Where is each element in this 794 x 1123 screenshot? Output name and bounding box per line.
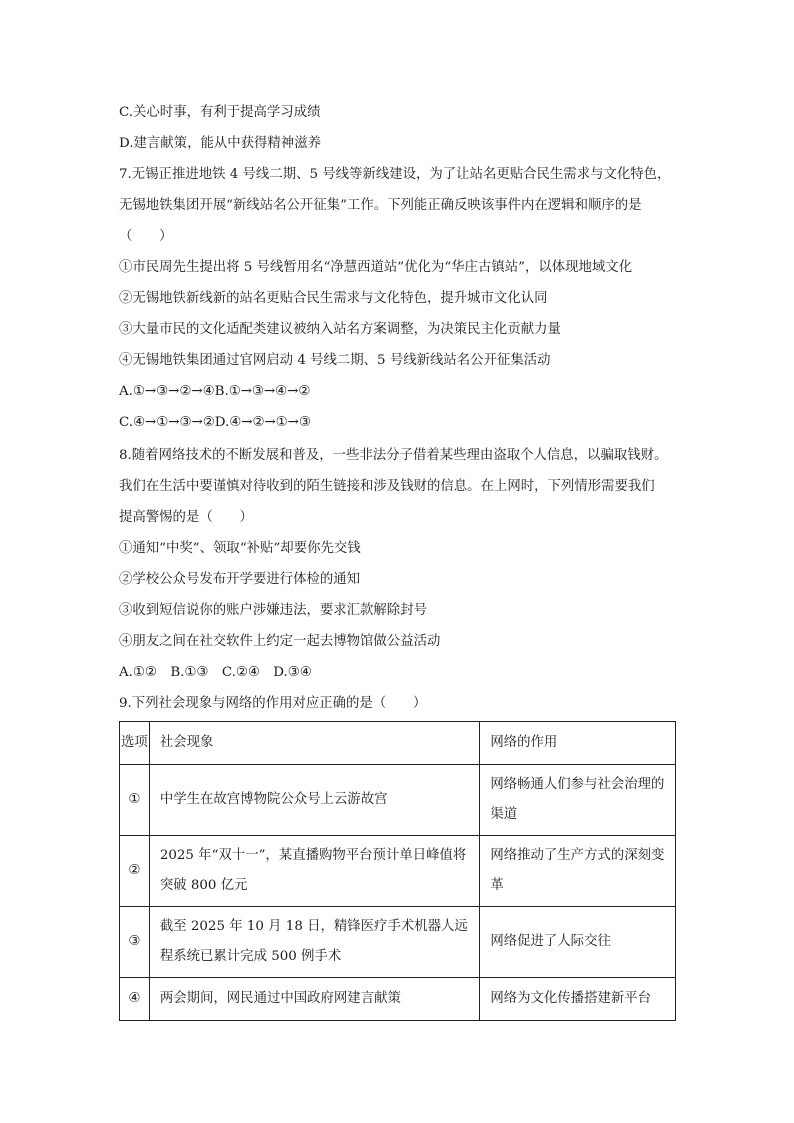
q7-stem-line-1: 7.无锡正推进地铁 4 号线二期、5 号线等新线建设，为了让站名更贴合民生需求与文化特色，	[119, 167, 671, 182]
row-option: ②	[120, 836, 150, 907]
table-row	[120, 836, 676, 907]
row-role: 网络促进了人际交往	[480, 907, 676, 978]
q8-statement-1: ①通知“中奖”、领取“补贴”却要你先交钱	[119, 541, 361, 556]
q7-statement-2: ②无锡地铁新线新的站名更贴合民生需求与文化特色，提升城市文化认同	[119, 291, 548, 306]
q8-statement-4: ④朋友之间在社交软件上约定一起去博物馆做公益活动	[119, 634, 441, 649]
q7-statement-4: ④无锡地铁集团通过官网启动 4 号线二期、5 号线新线站名公开征集活动	[119, 353, 551, 368]
q9-table	[119, 721, 676, 1021]
table-row	[120, 765, 676, 836]
row-option: ①	[120, 765, 150, 836]
row-phenomenon: 2025 年“双十一”，某直播购物平台预计单日峰值将突破 800 亿元	[149, 836, 480, 907]
q7-options-cd: C.④→①→③→②D.④→②→①→③	[119, 415, 311, 430]
table-row	[120, 978, 676, 1021]
q8-stem-line-2: 我们在生活中要谨慎对待收到的陌生链接和涉及钱财的信息。在上网时，下列情形需要我们	[119, 479, 655, 494]
q9-stem: 9.下列社会现象与网络的作用对应正确的是（ ）	[119, 696, 427, 711]
table-row	[120, 907, 676, 978]
q8-statement-3: ③收到短信说你的账户涉嫌违法，要求汇款解除封号	[119, 603, 427, 618]
q8-options: A.①② B.①③ C.②④ D.③④	[119, 665, 312, 680]
header-role: 网络的作用	[480, 722, 676, 765]
q7-statement-3: ③大量市民的文化适配类建议被纳入站名方案调整，为决策民主化贡献力量	[119, 322, 561, 337]
q6-option-c: C.关心时事，有利于提高学习成绩	[119, 105, 321, 120]
q8-stem-line-3: 提高警惕的是（ ）	[119, 510, 253, 525]
row-phenomenon: 两会期间，网民通过中国政府网建言献策	[149, 978, 480, 1021]
q8-stem-line-1: 8.随着网络技术的不断发展和普及，一些非法分子借着某些理由盗取个人信息，以骗取钱财。	[119, 448, 668, 463]
q8-statement-2: ②学校公众号发布开学要进行体检的通知	[119, 572, 361, 587]
q7-options-ab: A.①→③→②→④B.①→③→④→②	[119, 384, 311, 399]
header-option: 选项	[120, 722, 150, 765]
q6-option-d: D.建言献策，能从中获得精神滋养	[119, 136, 321, 151]
q7-statement-1: ①市民周先生提出将 5 号线暂用名“净慧西道站”优化为“华庄古镇站”，以体现地域文化	[119, 260, 633, 275]
table-header-row	[120, 722, 676, 765]
q7-answer-blank: （ ）	[119, 229, 173, 244]
row-role: 网络推动了生产方式的深刻变革	[480, 836, 676, 907]
row-phenomenon: 截至 2025 年 10 月 18 日，精锋医疗手术机器人远程系统已累计完成 500 例手术	[149, 907, 480, 978]
row-phenomenon: 中学生在故宫博物院公众号上云游故宫	[149, 765, 480, 836]
row-option: ④	[120, 978, 150, 1021]
row-option: ③	[120, 907, 150, 978]
q7-stem-line-2: 无锡地铁集团开展“新线站名公开征集”工作。下列能正确反映该事件内在逻辑和顺序的是	[119, 198, 642, 213]
header-phenomenon: 社会现象	[149, 722, 480, 765]
row-role: 网络畅通人们参与社会治理的渠道	[480, 765, 676, 836]
row-role: 网络为文化传播搭建新平台	[480, 978, 676, 1021]
